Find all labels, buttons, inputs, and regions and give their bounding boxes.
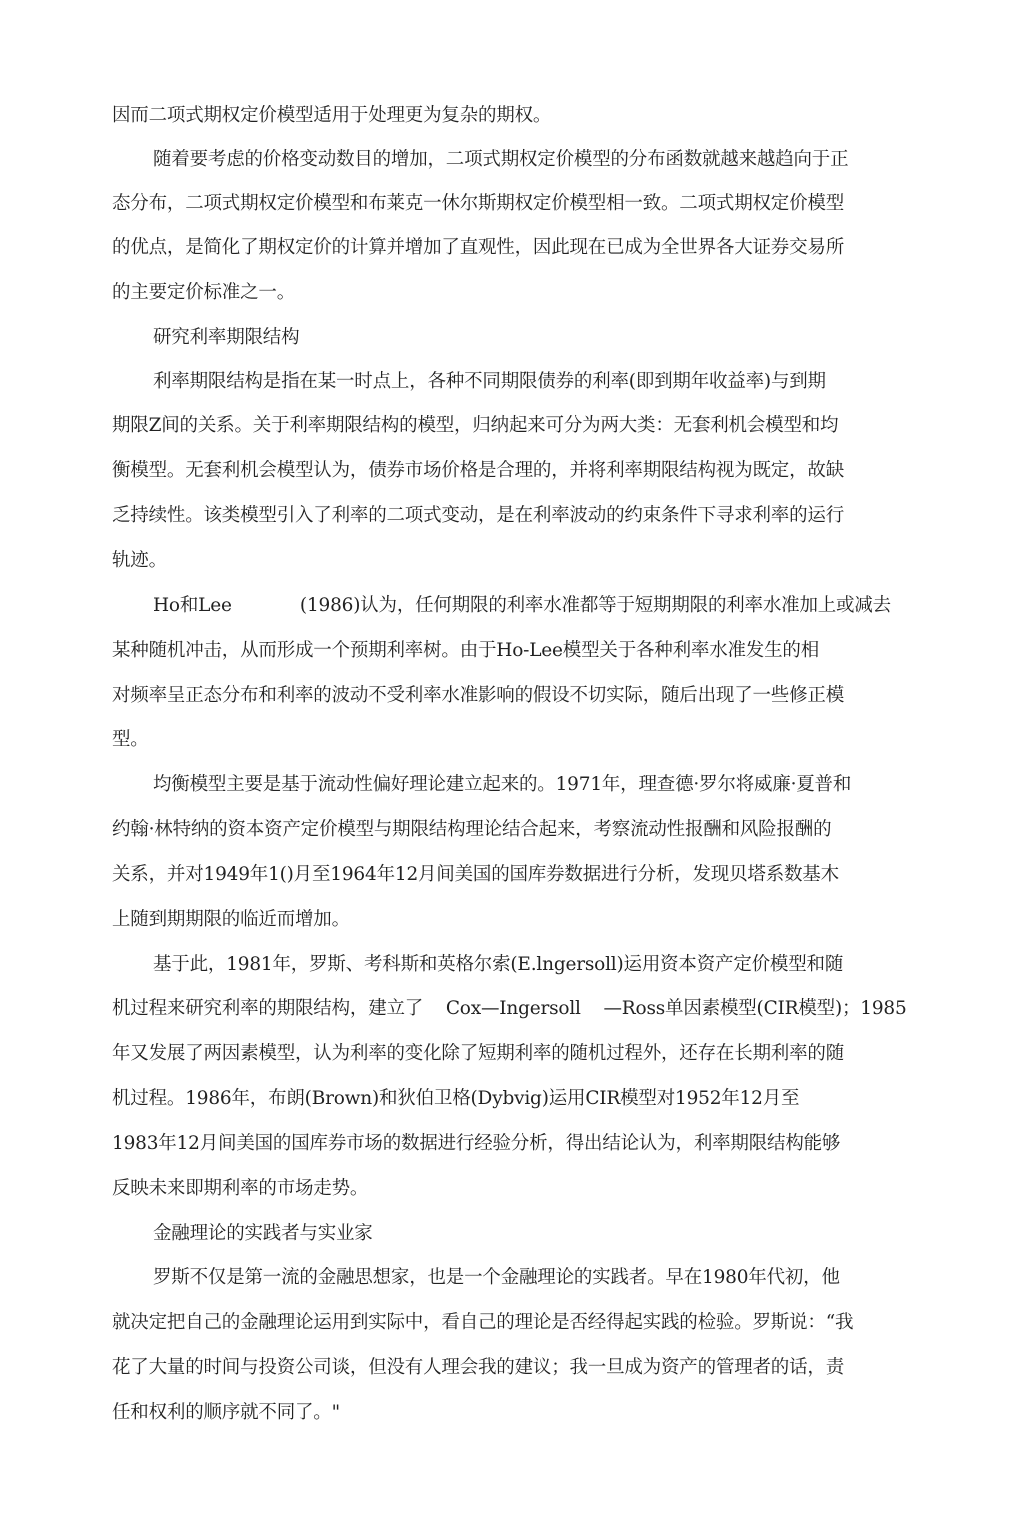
text-line: 机过程。1986年，布朗(Brown)和狄伯卫格(Dybvig)运用CIR模型对1952年12月至	[112, 1088, 800, 1109]
text-line: 因而二项式期权定价模型适用于处理更为复杂的期权。	[112, 105, 552, 126]
text-line: 的优点，是简化了期权定价的计算并增加了直观性，因此现在已成为全世界各大证券交易所	[112, 237, 845, 258]
text-line: 型。	[112, 729, 149, 750]
text-line: 衡模型。无套利机会模型认为，债券市场价格是合理的，并将利率期限结构视为既定，故缺	[112, 460, 845, 481]
text-line: 机过程来研究利率的期限结构，建立了 Cox—Ingersoll —Ross单因素模型(CIR模型)；1985	[112, 998, 907, 1019]
paragraph-first-line: 均衡模型主要是基于流动性偏好理论建立起来的。1971年，理查德·罗尔将威廉·夏普和	[153, 774, 852, 795]
text-line: 期限Z间的关系。关于利率期限结构的模型，归纳起来可分为两大类：无套利机会模型和均	[112, 415, 839, 436]
text-line: 某种随机冲击，从而形成一个预期利率树。由于Ho-Lee模型关于各种利率水准发生的相	[112, 640, 820, 661]
text-line: 反映未来即期利率的市场走势。	[112, 1178, 369, 1199]
text-line: 花了大量的时间与投资公司谈，但没有人理会我的建议；我一旦成为资产的管理者的话，责	[112, 1357, 845, 1378]
paragraph-first-line: 罗斯不仅是第一流的金融思想家，也是一个金融理论的实践者。早在1980年代初，他	[153, 1267, 840, 1288]
paragraph-first-line: 随着要考虑的价格变动数目的增加，二项式期权定价模型的分布函数就越来越趋向于正	[153, 149, 849, 170]
paragraph-first-line: Ho和Lee (1986)认为，任何期限的利率水准都等于短期期限的利率水准加上或减去	[153, 595, 891, 616]
text-line: 态分布，二项式期权定价模型和布莱克一休尔斯期权定价模型相一致。二项式期权定价模型	[112, 193, 845, 214]
paragraph-first-line: 基于此，1981年，罗斯、考科斯和英格尔索(E.lngersoll)运用资本资产定价模型和随	[153, 954, 844, 975]
text-line: 的主要定价标准之一。	[112, 282, 296, 303]
text-line: 1983年12月间美国的国库券市场的数据进行经验分析，得出结论认为，利率期限结构能够	[112, 1133, 841, 1154]
text-line: 年又发展了两因素模型，认为利率的变化除了短期利率的随机过程外，还存在长期利率的随	[112, 1043, 845, 1064]
section-heading: 研究利率期限结构	[153, 327, 300, 348]
text-line: 乏持续性。该类模型引入了利率的二项式变动，是在利率波动的约束条件下寻求利率的运行	[112, 505, 845, 526]
text-line: 上随到期期限的临近而增加。	[112, 909, 350, 930]
text-line: 约翰·林特纳的资本资产定价模型与期限结构理论结合起来，考察流动性报酬和风险报酬的	[112, 819, 832, 840]
text-line: 对频率呈正态分布和利率的波动不受利率水准影响的假设不切实际，随后出现了一些修正模	[112, 685, 845, 706]
section-heading: 金融理论的实践者与实业家	[153, 1223, 373, 1244]
text-line: 就决定把自己的金融理论运用到实际中，看自己的理论是否经得起实践的检验。罗斯说：“我	[112, 1312, 854, 1333]
text-line: 任和权利的顺序就不同了。"	[112, 1402, 340, 1423]
text-line: 轨迹。	[112, 550, 167, 571]
text-line: 关系，并对1949年1()月至1964年12月间美国的国库券数据进行分析，发现贝塔系数基木	[112, 864, 839, 885]
paragraph-first-line: 利率期限结构是指在某一时点上，各种不同期限债券的利率(即到期年收益率)与到期	[153, 371, 826, 392]
